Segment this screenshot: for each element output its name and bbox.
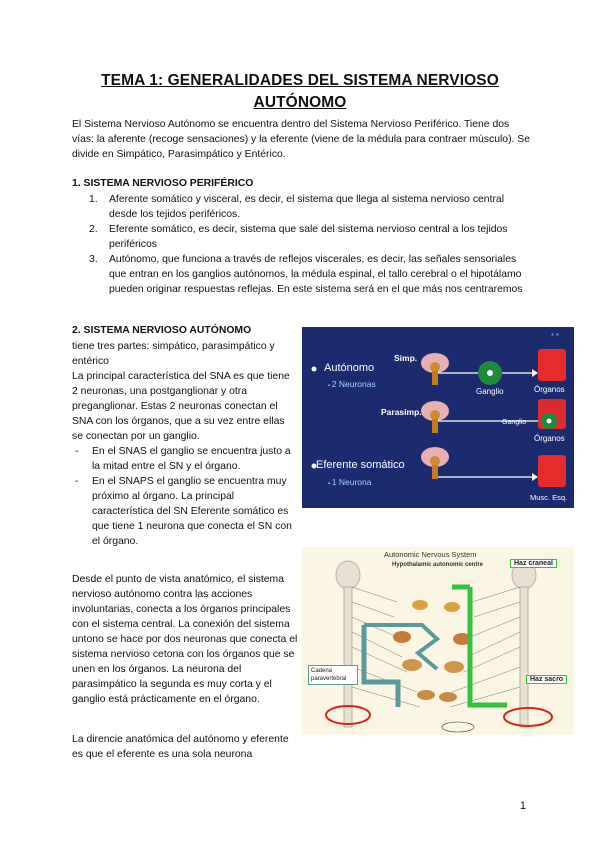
anatomy-paragraph: Desde el punto de vista anatómico, el sistema nervioso autónomo contra las acciones involuntarias, conecta a los órganos principales con el sistema central. La conexión del sistema untono se hace por dos neuronas que conecta el sistema nervioso cetona con los órganos que se unen en los órganos. La neurona del parasimpático la segunda es muy corta y el ganglio está prácticamente en el órgano.	[72, 574, 298, 705]
list-item: - En el SNAPS el ganglio se encuentra muy próximo al órgano. La principal característica del SN Eferente somático es que tiene 1 neurona que conecta el SN con el órgano.	[75, 476, 292, 547]
section-2-column	[72, 339, 296, 549]
brain-icon	[421, 447, 449, 479]
muscle-box	[538, 455, 566, 487]
autonomic-vs-somatic-figure	[302, 327, 574, 508]
body-silhouette-right	[512, 561, 536, 727]
organs-cluster	[393, 600, 471, 702]
list-item: 3. Autónomo, que funciona a través de reflejos viscerales, es decir, las señales sensoriales que entran en los ganglios autónomos, la médula espinal, el tallo cerebral o el hipotálamo pueden originar respuestas reflejas. En este sistema será en el que más nos centraremos	[89, 254, 523, 295]
label-ganglio-2: Ganglio	[502, 419, 527, 426]
brain-icon	[421, 401, 449, 433]
autonomic-anatomy-figure	[302, 547, 574, 735]
label-eferente-somatico: Eferente somático	[316, 459, 405, 471]
label-simp: Simp.	[394, 353, 418, 363]
difference-paragraph: La direncie anatómica del autónomo y eferente es que el eferente es una sola neurona	[72, 734, 289, 760]
section-2-intro: tiene tres partes: simpático, parasimpático y entérico	[72, 341, 275, 367]
bullet-dot-icon	[312, 367, 317, 372]
label-ganglio-1: Ganglio	[476, 387, 504, 396]
figure-2-title: Autonomic Nervous System	[384, 550, 477, 559]
label-haz-craneal: Haz craneal	[510, 559, 557, 568]
title-line-2: AUTÓNOMO	[253, 94, 347, 111]
list-item: 1. Aferente somático y visceral, es decir, el sistema que llega al sistema nervioso central desde los tejidos periféricos.	[89, 194, 505, 220]
list-item: 2. Eferente somático, es decir, sistema que sale del sistema nervioso central a los tejidos periféricos	[89, 224, 508, 250]
label-cadena-paravertebral: Cadena paravertebral	[308, 665, 358, 685]
section-2-paragraph: La principal característica del SNA es que tiene 2 neuronas, una postganglionar y otra preganglionar. Estas 2 neuronas conectan el SNA con los órganos, que a su vez entre ellas se conectan por un ganglio.	[72, 371, 290, 442]
label-2-neuronas: ▪ 2 Neuronas	[328, 379, 376, 389]
page-title	[70, 70, 530, 114]
title-line-1: TEMA 1: GENERALIDADES DEL SISTEMA NERVIOSO	[101, 72, 499, 89]
label-1-neurona: ▪ 1 Neurona	[328, 477, 372, 487]
label-autonomo: Autónomo	[324, 362, 375, 374]
svg-text:▪ ▪: ▪ ▪	[551, 330, 559, 339]
brain-icon	[421, 353, 449, 385]
organ-box	[538, 349, 566, 381]
section-2-heading: 2. SISTEMA NERVIOSO AUTÓNOMO	[72, 325, 252, 336]
label-organos-1: Órganos	[534, 385, 565, 394]
list-item: - En el SNAS el ganglio se encuentra justo a la mitad entre el SN y el órgano.	[75, 446, 291, 472]
section-2-bullets	[72, 444, 296, 549]
page-number: 1	[519, 800, 526, 812]
label-parasimp: Parasimp.	[381, 407, 422, 417]
section-1-heading: 1. SISTEMA NERVIOSO PERIFÉRICO	[72, 178, 254, 189]
section-1-list	[89, 192, 529, 297]
intro-paragraph: El Sistema Nervioso Autónomo se encuentra dentro del Sistema Nervioso Periférico. Tiene dos vías: la aferente (recoge sensaciones) y la eferente (viene de la médula para contraer músculo). Se divide en Simpático, Parasimpático y Entérico.	[72, 119, 531, 160]
label-organos-2: Órganos	[534, 434, 565, 443]
body-silhouette-left	[336, 561, 360, 727]
label-haz-sacro: Haz sacro	[526, 675, 567, 684]
figure-2-subtitle: Hypothalamic autonomic centre	[392, 562, 484, 568]
label-musc-esq: Musc. Esq.	[530, 493, 568, 502]
